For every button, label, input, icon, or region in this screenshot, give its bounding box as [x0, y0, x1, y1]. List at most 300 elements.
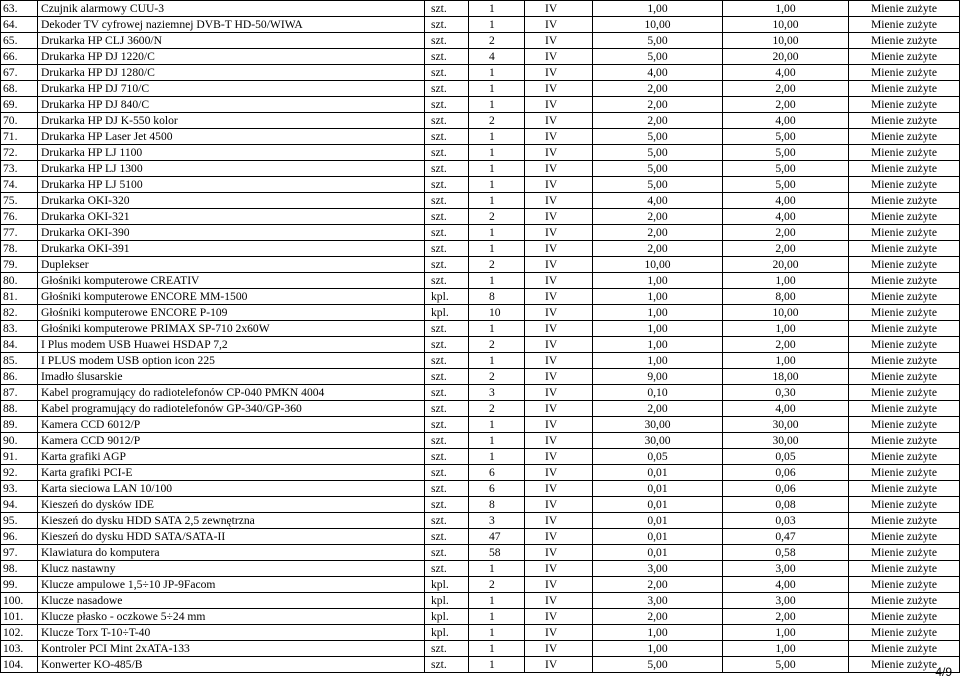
condition-cell: Mienie zużyte — [849, 465, 960, 481]
row-number-cell: 79. — [1, 257, 38, 273]
row-number-cell: 84. — [1, 337, 38, 353]
total-value-cell: 18,00 — [723, 369, 849, 385]
row-number-cell: 82. — [1, 305, 38, 321]
condition-cell: Mienie zużyte — [849, 49, 960, 65]
category-cell: IV — [525, 561, 593, 577]
condition-cell: Mienie zużyte — [849, 497, 960, 513]
total-value-cell: 10,00 — [723, 33, 849, 49]
unit-price-cell: 1,00 — [593, 353, 723, 369]
item-name-cell: Drukarka HP DJ 1280/C — [38, 65, 425, 81]
item-name-cell: Klawiatura do komputera — [38, 545, 425, 561]
quantity-cell: 1 — [469, 449, 525, 465]
quantity-cell: 1 — [469, 641, 525, 657]
total-value-cell: 5,00 — [723, 161, 849, 177]
unit-cell: szt. — [425, 545, 469, 561]
unit-cell: szt. — [425, 417, 469, 433]
table-row — [1, 145, 960, 161]
row-number-cell: 85. — [1, 353, 38, 369]
table-row — [1, 305, 960, 321]
condition-cell: Mienie zużyte — [849, 609, 960, 625]
unit-price-cell: 0,10 — [593, 385, 723, 401]
row-number-cell: 98. — [1, 561, 38, 577]
category-cell: IV — [525, 577, 593, 593]
quantity-cell: 2 — [469, 209, 525, 225]
total-value-cell: 10,00 — [723, 305, 849, 321]
category-cell: IV — [525, 273, 593, 289]
item-name-cell: Drukarka OKI-320 — [38, 193, 425, 209]
unit-price-cell: 2,00 — [593, 209, 723, 225]
row-number-cell: 88. — [1, 401, 38, 417]
quantity-cell: 1 — [469, 657, 525, 673]
unit-price-cell: 0,01 — [593, 465, 723, 481]
quantity-cell: 1 — [469, 177, 525, 193]
table-row — [1, 609, 960, 625]
unit-price-cell: 2,00 — [593, 609, 723, 625]
item-name-cell: Kabel programujący do radiotelefonów CP-040 PMKN 4004 — [38, 385, 425, 401]
category-cell: IV — [525, 465, 593, 481]
item-name-cell: Drukarka HP DJ K-550 kolor — [38, 113, 425, 129]
table-row — [1, 241, 960, 257]
total-value-cell: 0,05 — [723, 449, 849, 465]
condition-cell: Mienie zużyte — [849, 145, 960, 161]
quantity-cell: 1 — [469, 1, 525, 17]
category-cell: IV — [525, 337, 593, 353]
row-number-cell: 72. — [1, 145, 38, 161]
unit-price-cell: 9,00 — [593, 369, 723, 385]
quantity-cell: 1 — [469, 97, 525, 113]
table-row — [1, 209, 960, 225]
unit-price-cell: 0,01 — [593, 513, 723, 529]
row-number-cell: 73. — [1, 161, 38, 177]
quantity-cell: 1 — [469, 161, 525, 177]
condition-cell: Mienie zużyte — [849, 209, 960, 225]
item-name-cell: Drukarka OKI-321 — [38, 209, 425, 225]
row-number-cell: 66. — [1, 49, 38, 65]
unit-cell: szt. — [425, 641, 469, 657]
row-number-cell: 76. — [1, 209, 38, 225]
unit-cell: szt. — [425, 273, 469, 289]
item-name-cell: I Plus modem USB Huawei HSDAP 7,2 — [38, 337, 425, 353]
quantity-cell: 1 — [469, 225, 525, 241]
row-number-cell: 86. — [1, 369, 38, 385]
table-row — [1, 1, 960, 17]
row-number-cell: 68. — [1, 81, 38, 97]
unit-cell: szt. — [425, 481, 469, 497]
unit-cell: szt. — [425, 1, 469, 17]
unit-price-cell: 3,00 — [593, 561, 723, 577]
table-row — [1, 657, 960, 673]
category-cell: IV — [525, 529, 593, 545]
condition-cell: Mienie zużyte — [849, 401, 960, 417]
unit-price-cell: 10,00 — [593, 257, 723, 273]
table-row — [1, 97, 960, 113]
unit-price-cell: 5,00 — [593, 129, 723, 145]
item-name-cell: Drukarka HP LJ 1300 — [38, 161, 425, 177]
quantity-cell: 1 — [469, 433, 525, 449]
category-cell: IV — [525, 177, 593, 193]
category-cell: IV — [525, 305, 593, 321]
table-row — [1, 321, 960, 337]
quantity-cell: 1 — [469, 353, 525, 369]
category-cell: IV — [525, 417, 593, 433]
condition-cell: Mienie zużyte — [849, 417, 960, 433]
unit-cell: kpl. — [425, 625, 469, 641]
total-value-cell: 8,00 — [723, 289, 849, 305]
unit-price-cell: 5,00 — [593, 33, 723, 49]
quantity-cell: 1 — [469, 609, 525, 625]
unit-cell: szt. — [425, 401, 469, 417]
unit-price-cell: 2,00 — [593, 97, 723, 113]
unit-price-cell: 30,00 — [593, 433, 723, 449]
item-name-cell: Kieszeń do dysku HDD SATA/SATA-II — [38, 529, 425, 545]
unit-price-cell: 1,00 — [593, 337, 723, 353]
unit-price-cell: 0,01 — [593, 481, 723, 497]
unit-cell: szt. — [425, 65, 469, 81]
category-cell: IV — [525, 497, 593, 513]
table-row — [1, 449, 960, 465]
row-number-cell: 83. — [1, 321, 38, 337]
total-value-cell: 0,30 — [723, 385, 849, 401]
total-value-cell: 4,00 — [723, 209, 849, 225]
condition-cell: Mienie zużyte — [849, 225, 960, 241]
unit-price-cell: 2,00 — [593, 401, 723, 417]
unit-cell: kpl. — [425, 593, 469, 609]
table-row — [1, 401, 960, 417]
total-value-cell: 1,00 — [723, 1, 849, 17]
unit-cell: szt. — [425, 513, 469, 529]
unit-price-cell: 2,00 — [593, 81, 723, 97]
total-value-cell: 2,00 — [723, 97, 849, 113]
unit-cell: szt. — [425, 497, 469, 513]
condition-cell: Mienie zużyte — [849, 161, 960, 177]
item-name-cell: Kamera CCD 6012/P — [38, 417, 425, 433]
item-name-cell: Kieszeń do dysku HDD SATA 2,5 zewnętrzna — [38, 513, 425, 529]
total-value-cell: 1,00 — [723, 353, 849, 369]
unit-cell: szt. — [425, 81, 469, 97]
item-name-cell: Klucze ampulowe 1,5÷10 JP-9Facom — [38, 577, 425, 593]
category-cell: IV — [525, 593, 593, 609]
condition-cell: Mienie zużyte — [849, 625, 960, 641]
quantity-cell: 2 — [469, 577, 525, 593]
row-number-cell: 75. — [1, 193, 38, 209]
quantity-cell: 1 — [469, 321, 525, 337]
table-row — [1, 225, 960, 241]
category-cell: IV — [525, 481, 593, 497]
unit-price-cell: 1,00 — [593, 1, 723, 17]
row-number-cell: 78. — [1, 241, 38, 257]
unit-price-cell: 0,01 — [593, 545, 723, 561]
item-name-cell: Kontroler PCI Mint 2xATA-133 — [38, 641, 425, 657]
quantity-cell: 58 — [469, 545, 525, 561]
row-number-cell: 70. — [1, 113, 38, 129]
table-row — [1, 337, 960, 353]
total-value-cell: 4,00 — [723, 401, 849, 417]
unit-price-cell: 1,00 — [593, 321, 723, 337]
table-row — [1, 257, 960, 273]
condition-cell: Mienie zużyte — [849, 545, 960, 561]
quantity-cell: 1 — [469, 417, 525, 433]
category-cell: IV — [525, 209, 593, 225]
row-number-cell: 89. — [1, 417, 38, 433]
table-row — [1, 193, 960, 209]
condition-cell: Mienie zużyte — [849, 1, 960, 17]
unit-cell: szt. — [425, 177, 469, 193]
category-cell: IV — [525, 257, 593, 273]
unit-price-cell: 2,00 — [593, 113, 723, 129]
unit-price-cell: 4,00 — [593, 65, 723, 81]
row-number-cell: 74. — [1, 177, 38, 193]
unit-price-cell: 30,00 — [593, 417, 723, 433]
table-row — [1, 33, 960, 49]
category-cell: IV — [525, 33, 593, 49]
category-cell: IV — [525, 449, 593, 465]
category-cell: IV — [525, 433, 593, 449]
category-cell: IV — [525, 385, 593, 401]
unit-cell: szt. — [425, 209, 469, 225]
table-row — [1, 593, 960, 609]
total-value-cell: 5,00 — [723, 145, 849, 161]
item-name-cell: Karta grafiki AGP — [38, 449, 425, 465]
total-value-cell: 0,47 — [723, 529, 849, 545]
condition-cell: Mienie zużyte — [849, 369, 960, 385]
category-cell: IV — [525, 513, 593, 529]
quantity-cell: 2 — [469, 337, 525, 353]
category-cell: IV — [525, 657, 593, 673]
category-cell: IV — [525, 145, 593, 161]
quantity-cell: 1 — [469, 145, 525, 161]
table-row — [1, 129, 960, 145]
table-row — [1, 289, 960, 305]
unit-cell: kpl. — [425, 305, 469, 321]
row-number-cell: 97. — [1, 545, 38, 561]
row-number-cell: 92. — [1, 465, 38, 481]
table-row — [1, 513, 960, 529]
item-name-cell: Klucze Torx T-10÷T-40 — [38, 625, 425, 641]
table-row — [1, 465, 960, 481]
item-name-cell: Karta grafiki PCI-E — [38, 465, 425, 481]
item-name-cell: Głośniki komputerowe PRIMAX SP-710 2x60W — [38, 321, 425, 337]
row-number-cell: 77. — [1, 225, 38, 241]
condition-cell: Mienie zużyte — [849, 641, 960, 657]
unit-cell: szt. — [425, 369, 469, 385]
quantity-cell: 1 — [469, 65, 525, 81]
condition-cell: Mienie zużyte — [849, 385, 960, 401]
condition-cell: Mienie zużyte — [849, 433, 960, 449]
quantity-cell: 8 — [469, 289, 525, 305]
category-cell: IV — [525, 113, 593, 129]
unit-price-cell: 2,00 — [593, 225, 723, 241]
row-number-cell: 96. — [1, 529, 38, 545]
total-value-cell: 3,00 — [723, 561, 849, 577]
category-cell: IV — [525, 225, 593, 241]
quantity-cell: 8 — [469, 497, 525, 513]
quantity-cell: 2 — [469, 257, 525, 273]
row-number-cell: 71. — [1, 129, 38, 145]
condition-cell: Mienie zużyte — [849, 193, 960, 209]
unit-price-cell: 4,00 — [593, 193, 723, 209]
quantity-cell: 6 — [469, 465, 525, 481]
unit-cell: szt. — [425, 529, 469, 545]
condition-cell: Mienie zużyte — [849, 81, 960, 97]
condition-cell: Mienie zużyte — [849, 241, 960, 257]
condition-cell: Mienie zużyte — [849, 561, 960, 577]
item-name-cell: Drukarka HP DJ 710/C — [38, 81, 425, 97]
page-number: 4/9 — [935, 665, 952, 679]
item-name-cell: Drukarka OKI-390 — [38, 225, 425, 241]
item-name-cell: Kabel programujący do radiotelefonów GP-340/GP-360 — [38, 401, 425, 417]
unit-price-cell: 0,01 — [593, 497, 723, 513]
total-value-cell: 5,00 — [723, 129, 849, 145]
quantity-cell: 3 — [469, 513, 525, 529]
condition-cell: Mienie zużyte — [849, 481, 960, 497]
inventory-table-body — [1, 1, 960, 673]
condition-cell: Mienie zużyte — [849, 17, 960, 33]
row-number-cell: 67. — [1, 65, 38, 81]
row-number-cell: 100. — [1, 593, 38, 609]
item-name-cell: Karta sieciowa LAN 10/100 — [38, 481, 425, 497]
category-cell: IV — [525, 545, 593, 561]
total-value-cell: 0,08 — [723, 497, 849, 513]
condition-cell: Mienie zużyte — [849, 33, 960, 49]
quantity-cell: 1 — [469, 81, 525, 97]
item-name-cell: Drukarka HP Laser Jet 4500 — [38, 129, 425, 145]
quantity-cell: 3 — [469, 385, 525, 401]
row-number-cell: 101. — [1, 609, 38, 625]
category-cell: IV — [525, 81, 593, 97]
table-row — [1, 113, 960, 129]
quantity-cell: 10 — [469, 305, 525, 321]
condition-cell: Mienie zużyte — [849, 353, 960, 369]
quantity-cell: 47 — [469, 529, 525, 545]
unit-cell: szt. — [425, 241, 469, 257]
item-name-cell: Konwerter KO-485/B — [38, 657, 425, 673]
row-number-cell: 81. — [1, 289, 38, 305]
unit-price-cell: 2,00 — [593, 241, 723, 257]
quantity-cell: 1 — [469, 561, 525, 577]
row-number-cell: 87. — [1, 385, 38, 401]
total-value-cell: 5,00 — [723, 657, 849, 673]
unit-cell: szt. — [425, 465, 469, 481]
unit-price-cell: 0,05 — [593, 449, 723, 465]
table-row — [1, 641, 960, 657]
unit-cell: kpl. — [425, 609, 469, 625]
total-value-cell: 10,00 — [723, 17, 849, 33]
category-cell: IV — [525, 241, 593, 257]
quantity-cell: 1 — [469, 625, 525, 641]
item-name-cell: Klucz nastawny — [38, 561, 425, 577]
row-number-cell: 64. — [1, 17, 38, 33]
condition-cell: Mienie zużyte — [849, 593, 960, 609]
item-name-cell: Imadło ślusarskie — [38, 369, 425, 385]
total-value-cell: 2,00 — [723, 609, 849, 625]
quantity-cell: 4 — [469, 49, 525, 65]
total-value-cell: 0,03 — [723, 513, 849, 529]
row-number-cell: 65. — [1, 33, 38, 49]
item-name-cell: Drukarka OKI-391 — [38, 241, 425, 257]
unit-cell: szt. — [425, 33, 469, 49]
total-value-cell: 30,00 — [723, 433, 849, 449]
condition-cell: Mienie zużyte — [849, 257, 960, 273]
unit-cell: szt. — [425, 321, 469, 337]
unit-price-cell: 5,00 — [593, 145, 723, 161]
unit-cell: szt. — [425, 49, 469, 65]
table-row — [1, 625, 960, 641]
unit-price-cell: 5,00 — [593, 161, 723, 177]
quantity-cell: 2 — [469, 401, 525, 417]
condition-cell: Mienie zużyte — [849, 129, 960, 145]
table-row — [1, 369, 960, 385]
total-value-cell: 2,00 — [723, 337, 849, 353]
quantity-cell: 2 — [469, 33, 525, 49]
category-cell: IV — [525, 17, 593, 33]
item-name-cell: Kamera CCD 9012/P — [38, 433, 425, 449]
category-cell: IV — [525, 641, 593, 657]
unit-cell: szt. — [425, 657, 469, 673]
unit-price-cell: 1,00 — [593, 273, 723, 289]
table-row — [1, 417, 960, 433]
unit-cell: szt. — [425, 161, 469, 177]
unit-cell: szt. — [425, 129, 469, 145]
row-number-cell: 91. — [1, 449, 38, 465]
unit-price-cell: 1,00 — [593, 641, 723, 657]
total-value-cell: 5,00 — [723, 177, 849, 193]
condition-cell: Mienie zużyte — [849, 65, 960, 81]
item-name-cell: Klucze nasadowe — [38, 593, 425, 609]
unit-cell: kpl. — [425, 577, 469, 593]
total-value-cell: 0,06 — [723, 481, 849, 497]
condition-cell: Mienie zużyte — [849, 305, 960, 321]
category-cell: IV — [525, 321, 593, 337]
quantity-cell: 1 — [469, 273, 525, 289]
total-value-cell: 0,06 — [723, 465, 849, 481]
table-row — [1, 385, 960, 401]
category-cell: IV — [525, 289, 593, 305]
category-cell: IV — [525, 97, 593, 113]
row-number-cell: 69. — [1, 97, 38, 113]
quantity-cell: 2 — [469, 369, 525, 385]
unit-price-cell: 5,00 — [593, 49, 723, 65]
condition-cell: Mienie zużyte — [849, 289, 960, 305]
quantity-cell: 1 — [469, 17, 525, 33]
condition-cell: Mienie zużyte — [849, 113, 960, 129]
category-cell: IV — [525, 193, 593, 209]
category-cell: IV — [525, 625, 593, 641]
unit-cell: szt. — [425, 17, 469, 33]
condition-cell: Mienie zużyte — [849, 657, 960, 673]
unit-cell: szt. — [425, 225, 469, 241]
table-row — [1, 177, 960, 193]
category-cell: IV — [525, 369, 593, 385]
item-name-cell: Głośniki komputerowe CREATIV — [38, 273, 425, 289]
item-name-cell: Klucze płasko - oczkowe 5÷24 mm — [38, 609, 425, 625]
unit-cell: szt. — [425, 257, 469, 273]
table-row — [1, 481, 960, 497]
condition-cell: Mienie zużyte — [849, 177, 960, 193]
total-value-cell: 1,00 — [723, 273, 849, 289]
total-value-cell: 1,00 — [723, 321, 849, 337]
unit-price-cell: 1,00 — [593, 289, 723, 305]
row-number-cell: 80. — [1, 273, 38, 289]
table-row — [1, 49, 960, 65]
condition-cell: Mienie zużyte — [849, 97, 960, 113]
table-row — [1, 577, 960, 593]
unit-cell: szt. — [425, 113, 469, 129]
total-value-cell: 4,00 — [723, 65, 849, 81]
unit-cell: szt. — [425, 385, 469, 401]
item-name-cell: Głośniki komputerowe ENCORE MM-1500 — [38, 289, 425, 305]
quantity-cell: 1 — [469, 129, 525, 145]
row-number-cell: 93. — [1, 481, 38, 497]
